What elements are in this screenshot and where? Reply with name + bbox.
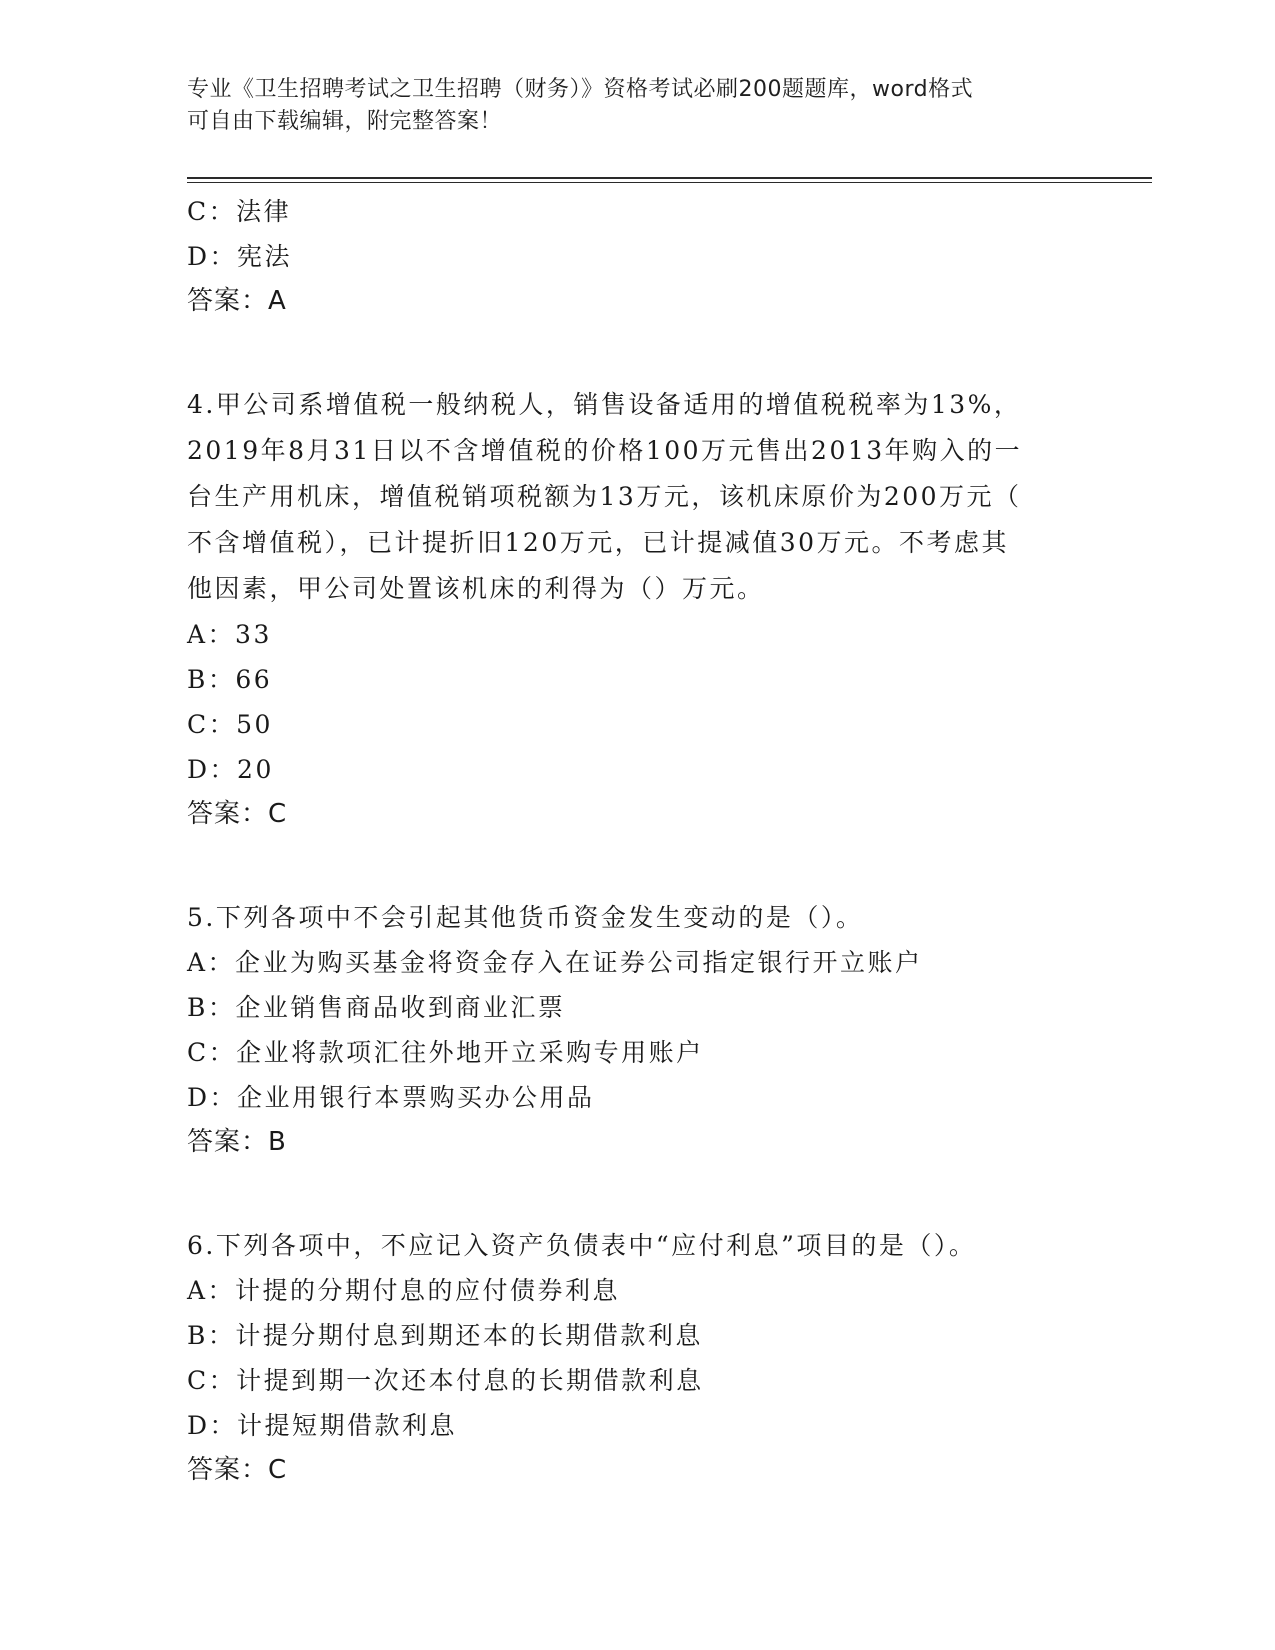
question-spacer	[187, 324, 1087, 382]
question-spacer	[187, 837, 1087, 895]
option-b: B：企业销售商品收到商业汇票	[187, 993, 566, 1022]
header-divider-thin	[187, 182, 1152, 183]
option-d: D：计提短期借款利息	[187, 1411, 458, 1440]
question-spacer	[187, 1165, 1087, 1223]
header-title-line-1: 专业《卫生招聘考试之卫生招聘（财务）》资格考试必刷200题题库，word格式	[187, 77, 974, 102]
option-b: B：计提分期付息到期还本的长期借款利息	[187, 1321, 703, 1350]
question-stem: 5.下列各项中不会引起其他货币资金发生变动的是（）。	[187, 903, 864, 932]
question-stem-line: 台生产用机床，增值税销项税额为13万元，该机床原价为200万元（	[187, 482, 1022, 511]
question-stem: 6.下列各项中，不应记入资产负债表中“应付利息”项目的是（）。	[187, 1231, 977, 1260]
option-d: D：宪法	[187, 242, 293, 271]
header-divider-thick	[187, 177, 1152, 179]
option-c: C：法律	[187, 197, 292, 226]
option-c: C：计提到期一次还本付息的长期借款利息	[187, 1366, 704, 1395]
question-stem-line: 不含增值税），已计提折旧120万元，已计提减值30万元。不考虑其	[187, 528, 1010, 557]
option-d: D：企业用银行本票购买办公用品	[187, 1083, 595, 1112]
option-c: C：50	[187, 710, 273, 739]
option-c: C：企业将款项汇往外地开立采购专用账户	[187, 1038, 704, 1067]
question-stem-line: 他因素，甲公司处置该机床的利得为（）万元。	[187, 574, 765, 603]
question-5	[187, 895, 1087, 1165]
option-a: A：计提的分期付息的应付债券利息	[187, 1276, 621, 1305]
question-3-tail	[187, 189, 1087, 324]
option-d: D：20	[187, 755, 274, 784]
question-stem-line: 2019年8月31日以不含增值税的价格100万元售出2013年购入的一	[187, 436, 1023, 465]
option-a: A：33	[187, 620, 272, 649]
option-b: B：66	[187, 665, 273, 694]
option-a: A：企业为购买基金将资金存入在证券公司指定银行开立账户	[187, 948, 923, 977]
question-4	[187, 382, 1087, 837]
question-6	[187, 1223, 1087, 1493]
answer-line: 答案：A	[187, 286, 287, 316]
document-header	[187, 74, 1067, 138]
question-list	[187, 189, 1087, 1493]
header-title-line-2: 可自由下载编辑，附完整答案！	[187, 109, 503, 134]
answer-line: 答案：C	[187, 1455, 288, 1485]
answer-line: 答案：B	[187, 1127, 287, 1157]
question-stem-line: 4.甲公司系增值税一般纳税人，销售设备适用的增值税税率为13%，	[187, 390, 1022, 419]
answer-line: 答案：C	[187, 799, 288, 829]
